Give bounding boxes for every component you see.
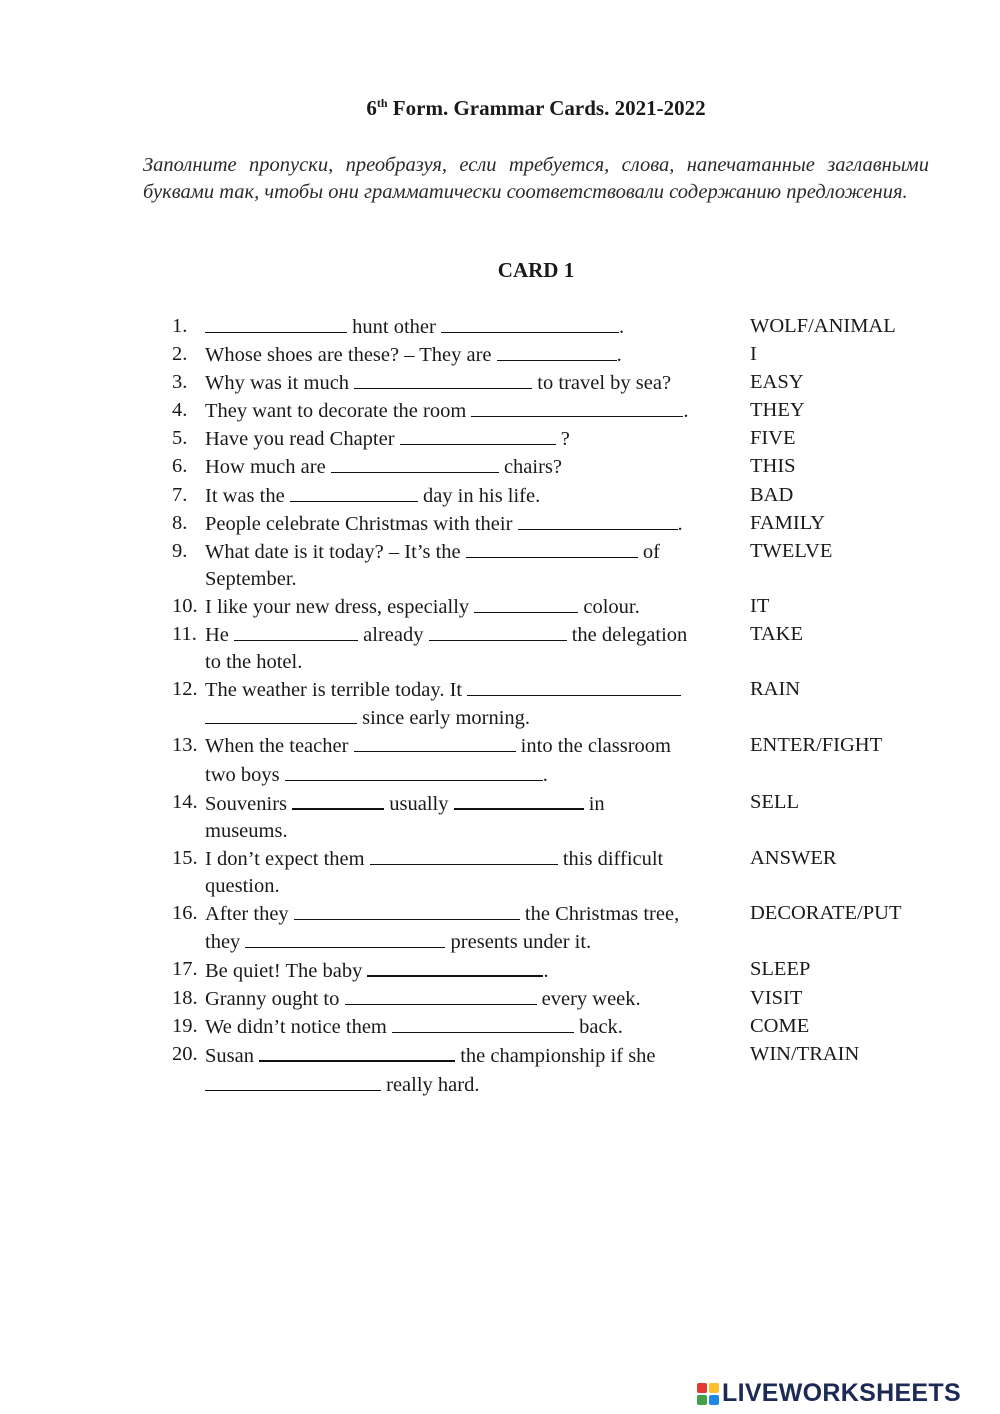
- exercise-sentence: How much are chairs?: [205, 453, 750, 481]
- keyword: BAD: [750, 483, 794, 506]
- blank[interactable]: [354, 369, 532, 389]
- exercise-row-14: [172, 789, 901, 845]
- exercise-sentence: When the teacher into the classroom two boys .: [205, 732, 750, 788]
- keyword: COME: [750, 1015, 810, 1038]
- blank[interactable]: [471, 397, 683, 417]
- keyword: FIVE: [750, 427, 796, 450]
- blank[interactable]: [331, 453, 499, 473]
- keyword: VISIT: [750, 987, 803, 1010]
- blank[interactable]: [518, 510, 678, 530]
- blank[interactable]: [370, 845, 558, 865]
- blank[interactable]: [441, 313, 619, 333]
- exercise-row-18: [172, 985, 901, 1013]
- exercise-number: 19.: [172, 1015, 198, 1038]
- keyword: TWELVE: [750, 539, 833, 562]
- watermark-text: LIVEWORKSHEETS: [722, 1379, 961, 1407]
- blank[interactable]: [205, 313, 347, 333]
- exercise-number: 8.: [172, 511, 188, 534]
- exercise-sentence: After they the Christmas tree, they presents under it.: [205, 900, 750, 956]
- exercise-sentence: It was the day in his life.: [205, 482, 750, 510]
- blank[interactable]: [497, 341, 617, 361]
- blank[interactable]: [474, 593, 578, 613]
- exercise-sentence: I like your new dress, especially colour.: [205, 593, 750, 621]
- keyword: DECORATE/PUT: [750, 901, 902, 924]
- exercise-row-1: [172, 313, 901, 341]
- keyword: ANSWER: [750, 846, 837, 869]
- keyword: FAMILY: [750, 511, 826, 534]
- blank[interactable]: [467, 676, 681, 696]
- blank[interactable]: [354, 732, 516, 752]
- exercise-sentence: Whose shoes are these? – They are .: [205, 341, 750, 369]
- keyword: THIS: [750, 455, 796, 478]
- keyword: RAIN: [750, 678, 801, 701]
- blank[interactable]: [234, 621, 358, 641]
- exercise-number: 11.: [172, 623, 197, 646]
- exercise-sentence: They want to decorate the room .: [205, 397, 750, 425]
- exercise-row-2: [172, 341, 901, 369]
- exercise-table: [172, 313, 901, 1099]
- exercise-row-17: [172, 956, 901, 985]
- exercise-sentence: hunt other .: [205, 313, 750, 341]
- keyword: WOLF/ANIMAL: [750, 315, 896, 337]
- blank[interactable]: [205, 1071, 381, 1091]
- exercise-number: 7.: [172, 483, 188, 506]
- exercise-number: 9.: [172, 539, 188, 562]
- blank[interactable]: [292, 789, 384, 810]
- keyword: WIN/TRAIN: [750, 1043, 860, 1066]
- blank[interactable]: [345, 985, 537, 1005]
- blank[interactable]: [392, 1013, 574, 1033]
- exercise-row-9: [172, 538, 901, 593]
- exercise-number: 16.: [172, 901, 198, 924]
- exercise-number: 6.: [172, 455, 188, 478]
- exercise-sentence: Have you read Chapter ?: [205, 425, 750, 453]
- exercise-sentence: Susan the championship if she really hard.: [205, 1041, 750, 1098]
- exercise-number: 1.: [172, 315, 188, 337]
- exercise-number: 18.: [172, 987, 198, 1010]
- keyword: I: [750, 343, 757, 366]
- exercise-row-20: [172, 1041, 901, 1098]
- exercise-sentence: Granny ought to every week.: [205, 985, 750, 1013]
- blank[interactable]: [245, 928, 445, 948]
- exercise-row-12: [172, 676, 901, 732]
- keyword: IT: [750, 594, 770, 617]
- exercise-number: 12.: [172, 678, 198, 701]
- keyword: THEY: [750, 399, 805, 422]
- blank[interactable]: [205, 704, 357, 724]
- liveworksheets-icon: [697, 1383, 719, 1405]
- exercise-number: 10.: [172, 594, 198, 617]
- exercise-row-16: [172, 900, 901, 956]
- keyword: SLEEP: [750, 958, 811, 981]
- exercise-row-3: [172, 369, 901, 397]
- exercise-row-5: [172, 425, 901, 453]
- blank[interactable]: [259, 1041, 455, 1062]
- exercise-sentence: What date is it today? – It’s the of September.: [205, 538, 750, 593]
- exercise-row-8: [172, 510, 901, 538]
- keyword: ENTER/FIGHT: [750, 734, 883, 757]
- blank[interactable]: [294, 900, 520, 920]
- keyword: SELL: [750, 790, 799, 813]
- exercise-row-15: [172, 845, 901, 900]
- blank[interactable]: [400, 425, 556, 445]
- exercise-row-11: [172, 621, 901, 676]
- exercise-row-19: [172, 1013, 901, 1041]
- exercise-sentence: He already the delegation to the hotel.: [205, 621, 750, 676]
- blank[interactable]: [285, 761, 543, 781]
- keyword: TAKE: [750, 623, 804, 646]
- exercise-number: 17.: [172, 958, 198, 981]
- exercise-number: 4.: [172, 399, 188, 422]
- exercise-row-4: [172, 397, 901, 425]
- exercise-number: 14.: [172, 790, 198, 813]
- exercise-sentence: People celebrate Christmas with their .: [205, 510, 750, 538]
- blank[interactable]: [429, 621, 567, 641]
- exercise-row-10: [172, 593, 901, 621]
- exercise-number: 20.: [172, 1043, 198, 1066]
- exercise-row-6: [172, 453, 901, 481]
- exercise-sentence: Be quiet! The baby .: [205, 956, 750, 985]
- exercise-sentence: Souvenirs usually in museums.: [205, 789, 750, 845]
- blank[interactable]: [454, 789, 584, 810]
- exercise-number: 2.: [172, 343, 188, 366]
- keyword: EASY: [750, 371, 804, 394]
- blank[interactable]: [290, 482, 418, 502]
- exercise-number: 15.: [172, 846, 198, 869]
- exercise-number: 5.: [172, 427, 188, 450]
- blank[interactable]: [466, 538, 638, 558]
- exercise-number: 3.: [172, 371, 188, 394]
- exercise-number: 13.: [172, 734, 198, 757]
- card-title: CARD 1: [497, 258, 575, 282]
- page-title: 6th Form. Grammar Cards. 2021-2022: [366, 96, 706, 120]
- exercise-row-7: [172, 482, 901, 510]
- exercise-sentence: We didn’t notice them back.: [205, 1013, 750, 1041]
- exercise-row-13: [172, 732, 901, 788]
- exercise-sentence: Why was it much to travel by sea?: [205, 369, 750, 397]
- exercise-sentence: I don’t expect them this difficult question.: [205, 845, 750, 900]
- instructions: Заполните пропуски, преобразуя, если требуется, слова, напечатанные заглавными буквами так, чтобы они грамматически соответствовали содержанию предложения.: [143, 154, 929, 203]
- exercise-sentence: The weather is terrible today. It since early morning.: [205, 676, 750, 732]
- blank[interactable]: [367, 956, 543, 977]
- liveworksheets-logo: [697, 1379, 961, 1408]
